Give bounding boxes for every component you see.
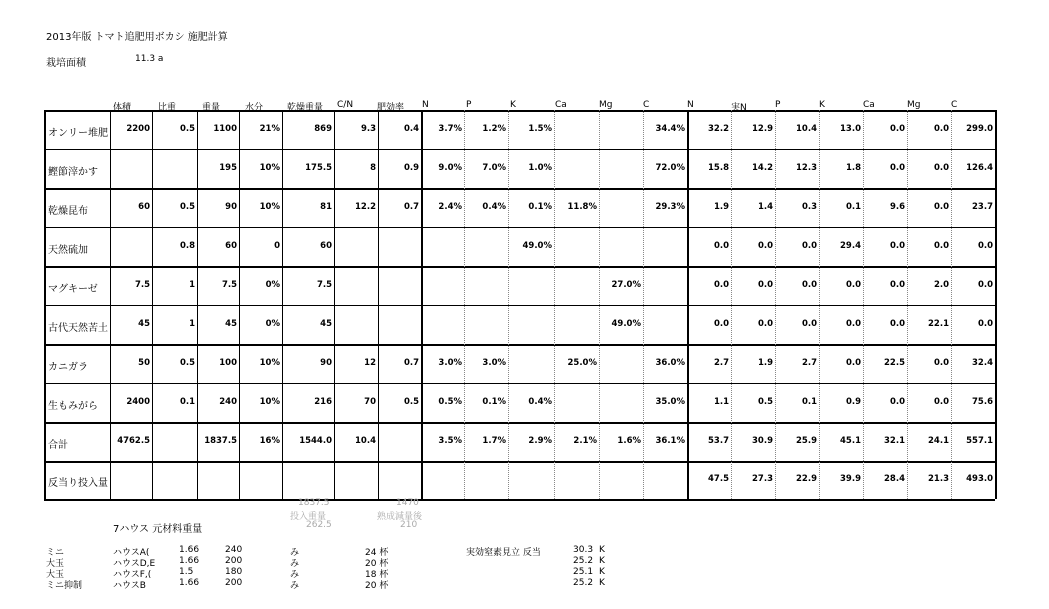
column-header: 実N: [731, 103, 747, 113]
house-unit: K: [599, 567, 605, 577]
table-cell: 9.0%: [438, 162, 462, 173]
table-cell: 2400: [126, 396, 150, 407]
column-header: 比重: [158, 103, 177, 113]
table-cell: 0.4: [403, 123, 419, 134]
table-cell: 13.0: [840, 123, 861, 134]
house-row: [0, 567, 1049, 578]
table-cell: 3.0%: [482, 357, 506, 368]
table-cell: 30.9: [752, 435, 773, 446]
column-header: C/N: [337, 100, 354, 110]
table-cell: 45: [138, 318, 150, 329]
table-col-line: [239, 110, 240, 499]
table-cell: 0.0: [977, 240, 993, 251]
table-cell: 1544.0: [299, 435, 332, 446]
table-row-line: [44, 305, 995, 306]
house-type: ミニ: [46, 548, 65, 558]
row-label: 乾燥昆布: [48, 205, 88, 217]
house-n: 25.1: [573, 567, 594, 577]
table-cell: 0.0: [933, 123, 949, 134]
table-row-line: [44, 422, 995, 424]
table-cell: 1.1: [713, 396, 729, 407]
table-cell: 45.1: [840, 435, 861, 446]
table-cell: 70: [364, 396, 376, 407]
table-cell: 0.0: [889, 123, 905, 134]
table-cell: 0.5: [757, 396, 773, 407]
row-label: 反当り投入量: [48, 478, 108, 489]
column-header: Mg: [599, 100, 613, 110]
table-cell: 0.0: [889, 318, 905, 329]
table-cell: 36.1%: [655, 435, 685, 446]
table-cell: 0.0: [845, 357, 861, 368]
table-cell: 0%: [265, 318, 280, 329]
table-cell: 299.0: [966, 123, 993, 134]
table-col-line: [282, 110, 283, 499]
table-cell: 1.9: [757, 357, 773, 368]
table-cell: 49.0%: [611, 318, 641, 329]
table-cell: 3.7%: [438, 123, 462, 134]
table-cell: 7.0%: [482, 162, 506, 173]
table-cell: 90: [320, 357, 332, 368]
table-cell: 0.0: [801, 279, 817, 290]
table-cell: 50: [138, 357, 150, 368]
house-type: 大玉: [46, 559, 65, 569]
area-value: 11.3 a: [135, 54, 164, 64]
input-weight-label: 投入重量: [290, 512, 327, 522]
area-label: 栽培面積: [46, 58, 86, 69]
table-row-line: [44, 149, 995, 150]
row-label: 鰹節滓かす: [48, 166, 98, 178]
table-cell: 7.5: [221, 279, 237, 290]
table-cell: 1.4: [757, 201, 773, 212]
table-cell: 0.8: [179, 240, 195, 251]
table-cell: 32.4: [972, 357, 993, 368]
table-cell: 10%: [259, 162, 280, 173]
table-cell: 14.2: [752, 162, 773, 173]
table-cell: 0.1: [845, 201, 861, 212]
table-cell: 0.3: [801, 201, 817, 212]
table-col-line: [951, 110, 952, 499]
row-label: カニガラ: [48, 361, 88, 373]
house-area: 1.66: [179, 556, 200, 566]
column-header: P: [466, 100, 472, 110]
table-cell: 195: [219, 162, 237, 173]
table-col-line: [152, 110, 153, 499]
table-cell: 2.7: [713, 357, 729, 368]
column-header: P: [775, 100, 781, 110]
table-cell: 49.0%: [522, 240, 552, 251]
table-cell: 0.9: [845, 396, 861, 407]
table-row-line: [44, 344, 995, 346]
table-cell: 21%: [259, 123, 280, 134]
column-header: C: [643, 100, 650, 110]
table-col-line: [464, 110, 465, 499]
house-name: ハウスB: [113, 581, 146, 591]
table-col-line: [554, 110, 555, 499]
table-cell: 0.4%: [528, 396, 552, 407]
table-cell: 0.1%: [528, 201, 552, 212]
table-cell: 0.0: [977, 279, 993, 290]
table-row-line: [44, 188, 995, 190]
table-cell: 23.7: [972, 201, 993, 212]
house-n: 25.2: [573, 556, 594, 566]
matured-weight-total: 1470: [396, 498, 419, 508]
table-cell: 25.9: [796, 435, 817, 446]
house-area: 1.5: [179, 567, 194, 577]
table-col-line: [334, 110, 335, 499]
house-title: 7ハウス 元材料重量: [113, 524, 203, 535]
table-cell: 0.0: [977, 318, 993, 329]
table-cell: 0.0: [757, 318, 773, 329]
table-col-line: [643, 110, 644, 499]
table-cell: 0.0: [889, 162, 905, 173]
house-mark: み: [290, 581, 300, 591]
table-cell: 1.9: [713, 201, 729, 212]
table-cell: 1.8: [845, 162, 861, 173]
house-weight: 200: [225, 578, 243, 588]
table-cell: 9.6: [889, 201, 905, 212]
table-cell: 12: [364, 357, 376, 368]
row-label: マグキーゼ: [48, 283, 98, 295]
table-cell: 0.0: [889, 396, 905, 407]
table-cell: 22.9: [796, 474, 817, 484]
table-cell: 3.5%: [438, 435, 462, 446]
column-header: 重量: [202, 103, 221, 113]
house-weight: 240: [225, 545, 243, 555]
row-label: 合計: [48, 439, 68, 451]
table-cell: 12.9: [752, 123, 773, 134]
table-cell: 32.1: [884, 435, 905, 446]
house-unit: K: [599, 545, 605, 555]
table-cell: 2.9%: [528, 435, 552, 446]
table-cell: 53.7: [708, 435, 729, 446]
table-cell: 11.8%: [567, 201, 597, 212]
table-cell: 7.5: [316, 279, 332, 290]
row-label: 生もみがら: [48, 400, 98, 412]
house-cups: 20 杯: [365, 581, 389, 591]
house-area: 1.66: [179, 578, 200, 588]
column-header: C: [951, 100, 958, 110]
table-col-line: [44, 110, 46, 499]
matured-weight-label: 熟成減量後: [377, 512, 423, 522]
table-cell: 0.0: [801, 240, 817, 251]
house-type: ミニ抑制: [46, 581, 83, 591]
fertilizer-table: [44, 110, 995, 499]
table-cell: 0.0: [933, 240, 949, 251]
table-col-line: [819, 110, 820, 499]
house-name: ハウスD,E: [113, 559, 156, 569]
table-cell: 1837.5: [204, 435, 237, 446]
table-cell: 0.1%: [482, 396, 506, 407]
row-label: 古代天然苦土: [48, 322, 108, 334]
table-cell: 0.1: [801, 396, 817, 407]
table-row-line: [44, 227, 995, 228]
table-row-line: [44, 266, 995, 268]
column-header: N: [687, 100, 694, 110]
house-row: [0, 545, 1049, 556]
table-cell: 8: [370, 162, 376, 173]
table-cell: 869: [314, 123, 332, 134]
table-cell: 81: [320, 201, 332, 212]
house-name: ハウスA(: [113, 548, 150, 558]
table-col-line: [599, 110, 600, 499]
table-cell: 1.5%: [528, 123, 552, 134]
row-label: オンリー堆肥: [48, 127, 108, 139]
house-unit: K: [599, 556, 605, 566]
table-cell: 39.9: [840, 474, 861, 484]
table-cell: 0.0: [801, 318, 817, 329]
column-header: 乾燥重量: [287, 103, 324, 113]
table-cell: 16%: [259, 435, 280, 446]
column-header: Ca: [555, 100, 567, 110]
table-col-line: [907, 110, 908, 499]
table-cell: 0: [274, 240, 280, 251]
table-cell: 0.0: [933, 357, 949, 368]
table-cell: 1.6%: [617, 435, 641, 446]
table-cell: 0.5%: [438, 396, 462, 407]
table-cell: 10%: [259, 396, 280, 407]
house-type: 大玉: [46, 570, 65, 580]
input-weight-total: 1837.5: [298, 498, 330, 508]
table-col-line: [508, 110, 509, 499]
table-cell: 72.0%: [655, 162, 685, 173]
table-cell: 216: [314, 396, 332, 407]
table-col-line: [863, 110, 864, 499]
table-cell: 22.1: [928, 318, 949, 329]
house-mark: み: [290, 559, 300, 569]
table-cell: 126.4: [966, 162, 993, 173]
table-col-line: [378, 110, 379, 499]
table-row-line: [44, 383, 995, 384]
table-cell: 0.0: [757, 240, 773, 251]
house-row: [0, 578, 1049, 589]
table-row-line: [44, 499, 995, 501]
table-cell: 10%: [259, 201, 280, 212]
table-cell: 10%: [259, 357, 280, 368]
house-name: ハウスF,(: [113, 570, 152, 580]
table-cell: 0.0: [713, 279, 729, 290]
table-cell: 90: [225, 201, 237, 212]
table-cell: 10.4: [796, 123, 817, 134]
table-cell: 240: [219, 396, 237, 407]
table-cell: 0.5: [179, 123, 195, 134]
table-cell: 2.1%: [573, 435, 597, 446]
table-cell: 0.5: [179, 201, 195, 212]
house-row: [0, 556, 1049, 567]
house-cups: 24 杯: [365, 548, 389, 558]
table-col-line: [995, 110, 997, 499]
column-header: 体積: [113, 103, 132, 113]
table-cell: 1.2%: [482, 123, 506, 134]
house-n: 30.3: [573, 545, 594, 555]
efficiency-label: 実効窒素見立 反当: [466, 548, 541, 558]
table-col-line: [775, 110, 776, 499]
table-cell: 0.0: [757, 279, 773, 290]
table-col-line: [197, 110, 198, 499]
table-cell: 45: [225, 318, 237, 329]
table-cell: 60: [138, 201, 150, 212]
table-cell: 1100: [213, 123, 237, 134]
table-cell: 15.8: [708, 162, 729, 173]
table-cell: 1.7%: [482, 435, 506, 446]
table-cell: 0.7: [403, 201, 419, 212]
table-cell: 0.1: [179, 396, 195, 407]
table-cell: 493.0: [966, 474, 993, 484]
table-cell: 29.4: [840, 240, 861, 251]
table-cell: 0.0: [713, 318, 729, 329]
table-cell: 60: [320, 240, 332, 251]
table-cell: 0%: [265, 279, 280, 290]
table-cell: 557.1: [966, 435, 993, 446]
table-cell: 29.3%: [655, 201, 685, 212]
table-cell: 45: [320, 318, 332, 329]
table-cell: 0.0: [889, 279, 905, 290]
table-cell: 12.3: [796, 162, 817, 173]
table-cell: 3.0%: [438, 357, 462, 368]
house-weight: 200: [225, 556, 243, 566]
table-cell: 32.2: [708, 123, 729, 134]
table-cell: 34.4%: [655, 123, 685, 134]
table-cell: 0.0: [713, 240, 729, 251]
column-header: Ca: [863, 100, 875, 110]
table-cell: 25.0%: [567, 357, 597, 368]
table-cell: 0.0: [845, 318, 861, 329]
house-unit: K: [599, 578, 605, 588]
table-cell: 22.5: [884, 357, 905, 368]
column-header: K: [819, 100, 825, 110]
house-mark: み: [290, 548, 300, 558]
table-col-line: [110, 110, 111, 499]
table-cell: 9.3: [360, 123, 376, 134]
house-area: 1.66: [179, 545, 200, 555]
table-cell: 0.4%: [482, 201, 506, 212]
table-cell: 2.0: [933, 279, 949, 290]
table-cell: 1: [189, 279, 195, 290]
house-mark: み: [290, 570, 300, 580]
table-cell: 0.9: [403, 162, 419, 173]
column-header: Mg: [907, 100, 921, 110]
house-n: 25.2: [573, 578, 594, 588]
table-cell: 7.5: [134, 279, 150, 290]
house-cups: 20 杯: [365, 559, 389, 569]
table-cell: 0.0: [845, 279, 861, 290]
table-cell: 35.0%: [655, 396, 685, 407]
table-cell: 75.6: [972, 396, 993, 407]
matured-weight-per-a: 210: [400, 520, 418, 530]
table-row-line: [44, 110, 995, 112]
table-cell: 28.4: [884, 474, 905, 484]
table-cell: 10.4: [355, 435, 376, 446]
table-cell: 0.5: [179, 357, 195, 368]
column-header: N: [422, 100, 429, 110]
table-cell: 12.2: [355, 201, 376, 212]
table-cell: 1: [189, 318, 195, 329]
table-cell: 175.5: [305, 162, 332, 173]
table-row-line: [44, 461, 995, 463]
table-cell: 0.0: [933, 162, 949, 173]
row-label: 天然硫加: [48, 244, 88, 256]
table-cell: 27.0%: [611, 279, 641, 290]
table-cell: 100: [219, 357, 237, 368]
table-cell: 47.5: [708, 474, 729, 484]
table-cell: 27.3: [752, 474, 773, 484]
table-cell: 2.7: [801, 357, 817, 368]
table-cell: 0.0: [933, 201, 949, 212]
table-cell: 60: [225, 240, 237, 251]
column-header: K: [510, 100, 516, 110]
column-header: 水分: [245, 103, 264, 113]
table-cell: 24.1: [928, 435, 949, 446]
table-cell: 0.0: [933, 396, 949, 407]
house-cups: 18 杯: [365, 570, 389, 580]
table-cell: 4762.5: [117, 435, 150, 446]
table-cell: 2200: [126, 123, 150, 134]
page-title: 2013年版 トマト追肥用ボカシ 施肥計算: [46, 32, 228, 43]
input-weight-per-a: 262.5: [306, 520, 332, 530]
table-cell: 2.4%: [438, 201, 462, 212]
table-col-line: [731, 110, 732, 499]
table-cell: 0.0: [889, 240, 905, 251]
table-cell: 1.0%: [528, 162, 552, 173]
table-cell: 36.0%: [655, 357, 685, 368]
house-weight: 180: [225, 567, 243, 577]
table-cell: 0.7: [403, 357, 419, 368]
table-cell: 0.5: [403, 396, 419, 407]
column-header: 肥効率: [377, 103, 405, 113]
table-cell: 21.3: [928, 474, 949, 484]
